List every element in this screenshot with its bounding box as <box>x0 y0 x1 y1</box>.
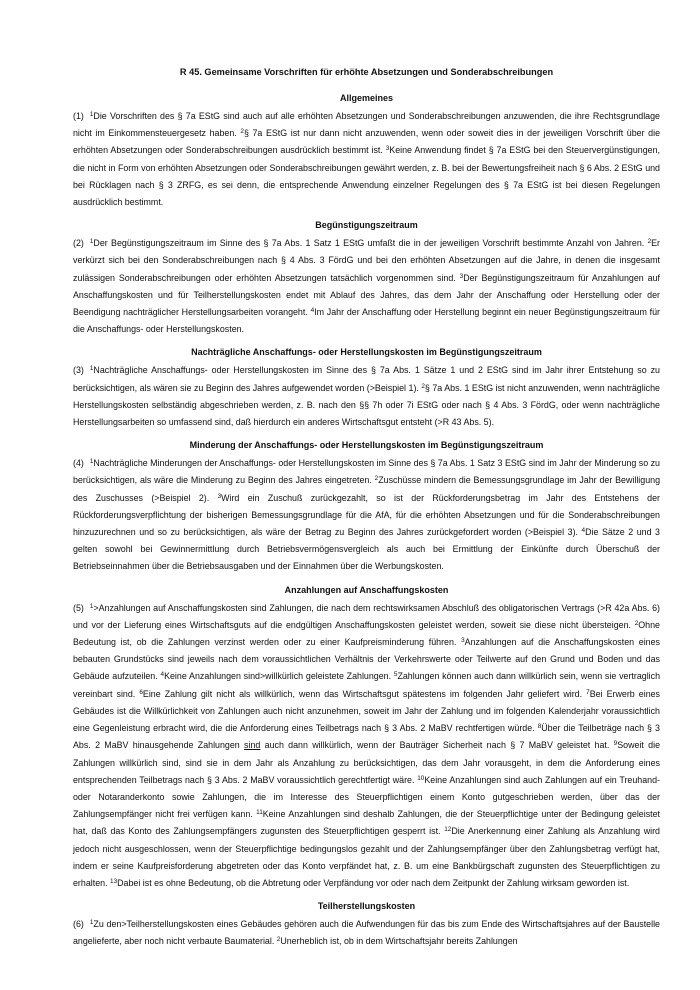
sentence-text: Zu den>Teilherstellungskosten eines Gebäudes gehören auch die Aufwendungen für das bis zum Ende des Wirtschaftsjahres auf der Baustelle angelieferte, aber noch nicht verbaute Baumaterial. <box>73 919 660 947</box>
sentence-text: Die Anerkennung einer Zahlung als Anzahlung wird jedoch nicht ausgeschlossen, wenn der Steuerpflichtige bedingungslos gezahlt und der Zahlungsempfänger über den Zahlungsbetrag verfügt hat, indem er seine Kaufpreisforderung abgetreten oder das Konto verpfändet hat, z. B. um eine Bankbürgschaft zugunsten des Steuerpflichtigen zu erhalten. <box>73 826 660 888</box>
sentence-text: Keine Anwendung findet § 7a EStG bei den Steuervergünstigungen, die nicht in Form von erhöhten Absetzungen oder Sonderabschreibungen gewährt werden, z. B. bei der Bewertungsfreiheit nach § 6 Abs. 2 EStG und bei Rücklagen nach § 3 ZRFG, es sei denn, die entsprechende Anwendung einzelner Regelungen des § 7a EStG ist bei diesen Regelungen ausdrücklich bestimmt. <box>73 145 661 208</box>
sentence-number: 13 <box>110 877 118 885</box>
paragraph-number: (1) <box>73 111 84 121</box>
sentence-text: Nachträgliche Minderungen der Anschaffungs- oder Herstellungskosten im Sinne des § 7a Abs. 1 Satz 3 EStG sind im Jahr der Minderung so zu berücksichtigen, als wäre die Minderung zu Beginn des Jahres eingetreten. <box>73 458 660 486</box>
sentence-text: auch dann willkürlich, wenn der Bauträger Sicherheit nach § 7 MaBV geleistet hat. <box>260 740 614 751</box>
sentence-number: 1 <box>89 919 94 927</box>
sentence-number: 2 <box>374 475 379 483</box>
sentence-number: 3 <box>385 145 390 153</box>
section-heading: Nachträgliche Anschaffungs- oder Herstellungskosten im Begünstigungszeitraum <box>191 347 542 358</box>
sentence-number: 8 <box>537 723 542 731</box>
section-paragraph <box>73 916 660 950</box>
sentence-number: 6 <box>139 688 143 696</box>
section-paragraph <box>73 108 660 211</box>
sentence-text: Anzahlungen auf die Anschaffungskosten eines bebauten Grundstücks sind jeweils nach dem voraussichtlichen Verhältnis der Verkehrswerte oder Teilwerte auf den Grund und Boden und das Gebäude aufzuteilen. <box>73 637 660 682</box>
sentence-text: Dabei ist es ohne Bedeutung, ob die Abtretung oder Verpfändung vor oder nach dem Zeitpunkt der Zahlung wirksam geworden ist. <box>117 877 630 888</box>
sentence-text: Zahlungen können auch dann willkürlich sein, wenn sie vertraglich vereinbart sind. <box>73 671 661 699</box>
sentence-text: § 7a EStG ist nur dann nicht anzuwenden, wenn oder soweit dies in der jeweiligen Vorschrift über die erhöhten Absetzungen oder Sonderabschreibungen ausdrücklich bestimmt ist. <box>73 128 661 156</box>
sentence-number: 3 <box>217 492 222 500</box>
sentence-number: 12 <box>444 826 452 834</box>
sentence-text: Die Sätze 2 und 3 gelten sowohl bei Gewinnermittlung durch Betriebsvermögensvergleich als auch bei Ermittlung der Einkünfte durch Überschuß der Betriebseinnahmen über die Betriebsausgaben und der Einnahmen über die Werbungskosten. <box>73 527 660 572</box>
sentence-number: 11 <box>256 809 263 817</box>
sentence-number: 10 <box>417 774 425 782</box>
sentence-text: >Anzahlungen auf Anschaffungskosten sind Zahlungen, die nach dem rechtswirksamen Abschluß des obligatorischen Vertrags (>R 42a Abs. 6) und vor der Lieferung eines Wirtschaftsguts auf die endgültigen Anschaffungskosten geleistet werden, soweit sie diese nicht übersteigen. <box>73 602 660 630</box>
section-heading: Teilherstellungskosten <box>317 901 416 912</box>
section-heading: Begünstigungszeitraum <box>315 220 418 231</box>
sentence-text: Keine Anzahlungen sind auch Zahlungen auf ein Treuhand- oder Notaranderkonto sowie Zahlungen, die im Interesse des Steuerpflichtigen einem Konto gutgeschrieben werden, über das der Zahlungsempfänger nicht frei verfügen kann. <box>73 774 660 820</box>
sentence-text: Die Vorschriften des § 7a EStG sind auch auf alle erhöhten Absetzungen und Sonderabschreibungen anzuwenden, die ihre Rechtsgrundlage nicht im Einkommensteuergesetz haben. <box>73 111 660 139</box>
sentence-text: Soweit die Zahlungen willkürlich sind, sind sie in dem Jahr als Anzahlung zu berücksichtigen, das dem Jahr vorausgeht, in dem die Anforderung eines entsprechenden Teilbetrags nach § 3 Abs. 2 MaBV voraussichtlich gerechtfertigt wäre. <box>73 740 661 785</box>
sentence-text: § 7a Abs. 1 EStG ist nicht anzuwenden, wenn nachträgliche Herstellungskosten selbständig abgeschrieben werden, z. B. nach den §§ 7h oder 7i EStG oder nach § 4 Abs. 3 FördG, oder wenn nachträgliche Herstellungsarbeiten so umfassend sind, daß hierdurch ein anderes Wirtschaftsgut entsteht (>R 43 Abs. 5). <box>73 382 660 428</box>
sentence-number: 4 <box>160 671 165 679</box>
document-body <box>73 90 660 951</box>
sentence-number: 2 <box>276 936 281 944</box>
sentence-number: 1 <box>89 238 94 246</box>
sentence-number: 2 <box>421 382 425 390</box>
page-title: R 45. Gemeinsame Vorschriften für erhöhte Absetzungen und Sonderabschreibungen <box>179 67 554 77</box>
sentence-text: Der Begünstigungszeitraum für Anzahlungen auf Anschaffungskosten und für Teilherstellungskosten endet mit Ablauf des Jahres, das dem Jahr der Anschaffung oder Herstellung oder der Beendigung nachträglicher Herstellungsarbeiten vorangeht. <box>73 272 660 318</box>
underlined-text: sind <box>244 740 261 751</box>
sentence-number: 2 <box>240 128 244 136</box>
sentence-text: Keine Anzahlungen sind deshalb Zahlungen, die der Steuerpflichtige unter der Bedingung geleistet hat, daß das Konto des Zahlungsempfängers zugunsten des Steuerpflichtigen gesperrt ist. <box>73 809 661 837</box>
sentence-number: 4 <box>310 307 315 315</box>
sentence-number: 1 <box>89 365 94 373</box>
paragraph-number: (2) <box>73 238 84 249</box>
section-heading: Anzahlungen auf Anschaffungskosten <box>284 584 449 595</box>
sentence-number: 4 <box>581 527 586 535</box>
sentence-text: Zuschüsse mindern die Bemessungsgrundlage im Jahr der Bewilligung des Zuschusses (>Beispiel 2). <box>73 475 661 503</box>
sentence-text: Eine Zahlung gilt nicht als willkürlich, wenn das Wirtschaftsgut spätestens im folgenden Jahr geliefert wird. <box>142 688 587 699</box>
sentence-number: 3 <box>461 637 465 645</box>
sentence-number: 7 <box>586 688 590 696</box>
sentence-text: Nachträgliche Anschaffungs- oder Herstellungskosten im Sinne des § 7a Abs. 1 Sätze 1 und 2 EStG sind im Jahr ihrer Entstehung so zu berücksichtigen, als wären sie zu Beginn des Jahres aufgewendet worden (>Beispiel 1). <box>73 365 660 393</box>
sentence-text: Unerheblich ist, ob in dem Wirtschaftsjahr bereits Zahlungen <box>280 936 518 947</box>
paragraph-number: (3) <box>73 365 84 376</box>
sentence-number: 1 <box>89 602 94 610</box>
sentence-text: Der Begünstigungszeitraum im Sinne des § 7a Abs. 1 Satz 1 EStG umfaßt die in der jeweiligen Vorschrift bestimmte Anzahl von Jahren. <box>93 238 648 249</box>
sentence-text: Ohne Bedeutung ist, ob die Zahlungen verzinst werden oder zu einer Kaufpreisminderung führen. <box>73 619 660 648</box>
section-paragraph <box>73 362 660 431</box>
sentence-number: 2 <box>634 619 639 627</box>
sentence-text: Über die Teilbeträge nach § 3 Abs. 2 MaBV hinausgehende Zahlungen <box>73 723 660 751</box>
sentence-number: 5 <box>393 671 398 679</box>
sentence-number: 3 <box>459 272 464 280</box>
sentence-number: 2 <box>647 238 652 246</box>
sentence-number: 1 <box>89 111 94 118</box>
sentence-text: Im Jahr der Anschaffung oder Herstellung beginnt ein neuer Begünstigungszeitraum für die Anschaffungs- oder Herstellungskosten. <box>73 307 661 335</box>
sentence-text: Bei Erwerb eines Gebäudes ist die Willkürlichkeit von Zahlungen auch nicht anzunehmen, soweit im Jahr der Zahlung und im folgenden Kalenderjahr voraussichtlich eine Gegenleistung erbracht wird, die die Anforderung eines Teilbetrags nach § 3 Abs. 2 MaBV rechtfertigen würde. <box>73 688 660 734</box>
sentence-number: 9 <box>613 740 618 748</box>
sentence-text: Er verkürzt sich bei den Sonderabschreibungen nach § 4 Abs. 3 FördG und bei den erhöhten Absetzungen auf die Jahre, in denen die insgesamt zulässigen Sonderabschreibungen oder erhöhten Absetzungen tatsächlich vorgenommen sind. <box>73 238 660 283</box>
sentence-text: Keine Anzahlungen sind>willkürlich geleistete Zahlungen. <box>164 671 394 682</box>
paragraph-number: (6) <box>73 919 84 930</box>
section-heading: Minderung der Anschaffungs- oder Herstellungskosten im Begünstigungszeitraum <box>189 440 544 451</box>
sentence-number: 1 <box>89 458 94 466</box>
section-paragraph <box>73 600 660 892</box>
sentence-text: Wird ein Zuschuß zurückgezahlt, so ist der Rückforderungsbetrag im Jahr des Entstehens der Rückforderungsverpflichtung der bisherigen Bemessungsgrundlage für die AfA, für die erhöhten Absetzungen und für die Sonderabschreibungen hinzuzurechnen und so zu berücksichtigen, als wäre der Betrag zu Beginn des Jahres zurückgefordert worden (>Beispiel 3). <box>73 492 660 538</box>
section-paragraph <box>73 235 660 338</box>
section-heading: Allgemeines <box>339 93 394 103</box>
paragraph-number: (4) <box>73 458 84 469</box>
paragraph-number: (5) <box>73 602 84 613</box>
section-paragraph <box>73 455 660 575</box>
